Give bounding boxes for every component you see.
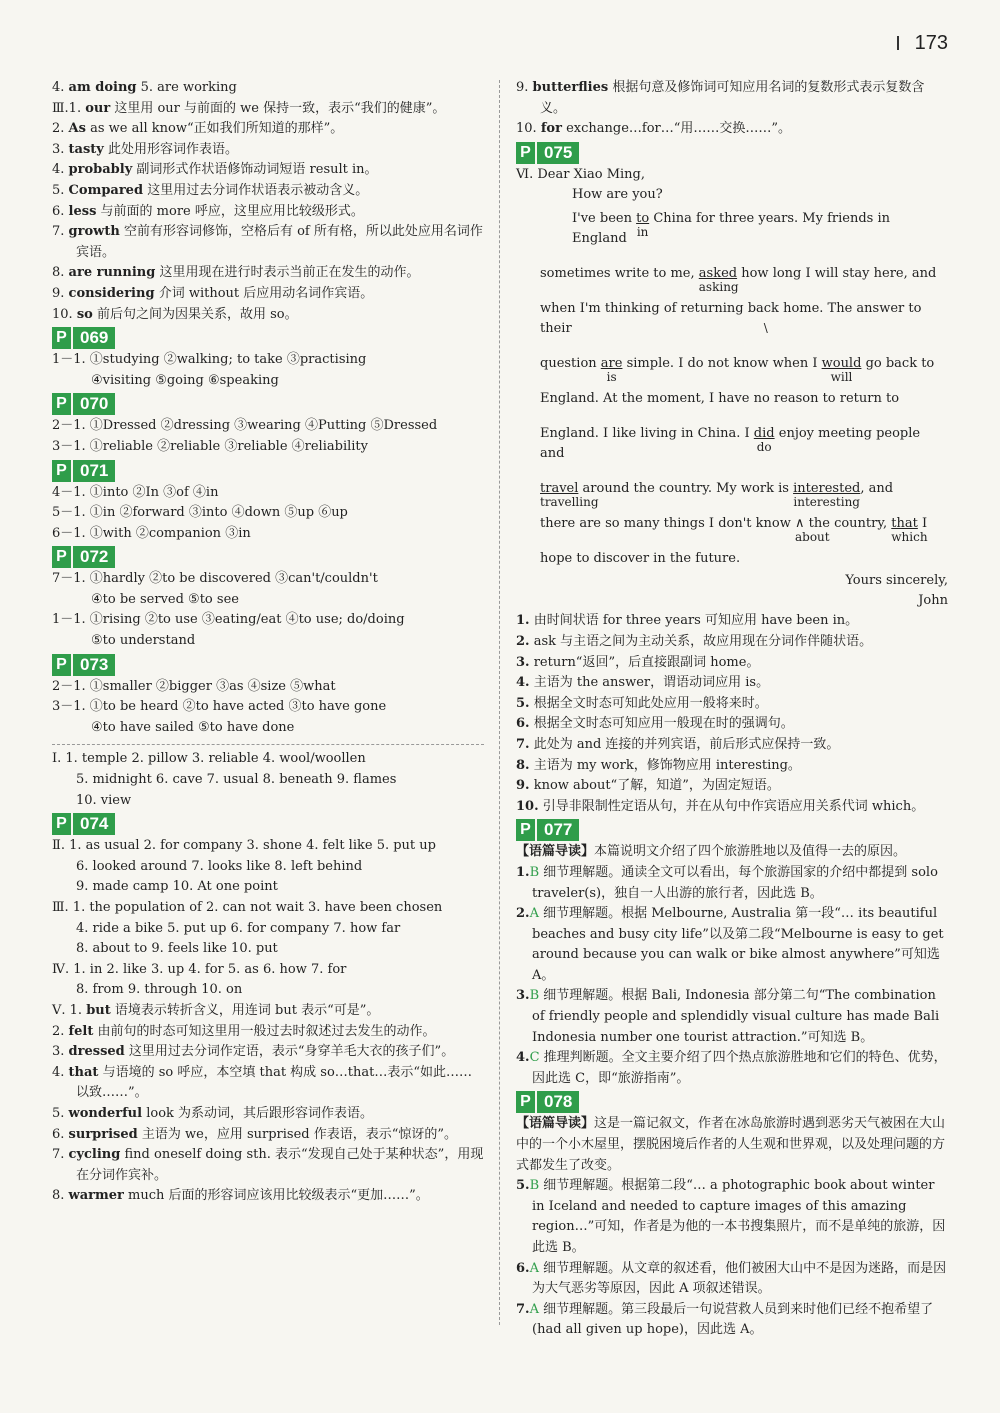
answer-item: 3.B 细节理解题。根据 Bali, Indonesia 部分第二句“The combination of friendly people and splendidly visual culture has made Bali Indonesia number one tourist attraction.”可知选 B。 [516, 988, 940, 1045]
answer-item: 2.A 细节理解题。根据 Melbourne, Australia 第一段“… its beautiful beaches and busy city life”以及第二段“Melbourne is easy to get around because you can walk or bike almost anywhere”可知选 A。 [516, 906, 944, 983]
reading-guide: 【语篇导读】本篇说明文介绍了四个旅游胜地以及值得一去的原因。 [516, 844, 907, 860]
letter-line: question are is simple. I do not know when I would will go back to [540, 356, 935, 385]
answer-item: 6. surprised 主语为 we，应用 surprised 作表语，表示“惊讶的”。 [52, 1126, 458, 1142]
answer-item: 10. so 前后句之间为因果关系，故用 so。 [52, 306, 298, 322]
answer-line: 2－1. ①smaller ②bigger ③as ④size ⑤what [52, 678, 336, 694]
answer-item: 6.A 细节理解题。从文章的叙述看，他们被困大山中不是因为迷路，而是因为大气恶劣等原因，因此 A 项叙述错误。 [516, 1260, 947, 1297]
letter-line: travel travelling around the country. My work is interested interesting , and [540, 481, 894, 510]
answer-block-5 [52, 1001, 484, 1207]
answer-line: 9. made camp 10. At one point [76, 879, 278, 895]
page-badge: P 070 [52, 393, 115, 415]
section-p070 [52, 391, 484, 457]
answer-choice: A [529, 1260, 539, 1276]
answer-item: 7. growth 空前有形容词修饰，空格后有 of 所有格，所以此处应用名词作宾语。 [52, 224, 483, 260]
section-p072 [52, 544, 484, 651]
answer-line: 3－1. ①to be heard ②to have acted ③to have gone [52, 699, 387, 715]
letter [516, 165, 948, 612]
page-badge: P 073 [52, 654, 115, 676]
answer-item: 2. As as we all know“正如我们所知道的那样”。 [52, 121, 344, 137]
letter-line: hope to discover in the future. [540, 551, 741, 567]
explanation-item: 4. 主语为 the answer，谓语动词应用 is。 [516, 675, 770, 691]
answer-choice: B [529, 1178, 540, 1194]
answer-item: 8. warmer much 后面的形容词应该用比较级表示“更加……”。 [52, 1188, 429, 1204]
answer-item: Ⅴ. 1. but 语境表示转折含义，用连词 but 表示“可是”。 [52, 1002, 380, 1018]
correction: that which [891, 516, 928, 545]
answer-item: 5. wonderful look 为系动词，其后跟形容词作表语。 [52, 1105, 374, 1121]
answer-item: 9. considering 介词 without 后应用动名词作宾语。 [52, 285, 374, 301]
answer-item: 1.B 细节理解题。通读全文可以看出，每个旅游国家的介绍中都提到 solo traveler(s)，独自一人出游的旅行者，因此选 B。 [516, 864, 938, 901]
answer-line: Ⅲ. 1. the population of 2. can not wait 3. have been chosen [52, 900, 443, 915]
answer-line: ④to have sailed ⑤to have done [91, 719, 295, 735]
answer-line: 3－1. ①reliable ②reliable ③reliable ④reliability [52, 438, 368, 454]
page-badge: P 069 [52, 327, 115, 349]
answer-item: 5.B 细节理解题。根据第二段“… a photographic book about winter in Iceland and needed to capture images of this amazing region…”可知，作者是为他的一本书搜集照片，而不是单纯的旅游，因此选 B。 [516, 1178, 946, 1255]
left-column [52, 78, 484, 1207]
explanation-item: 1. 由时间状语 for three years 可知应用 have been in。 [516, 613, 859, 629]
letter-line: England. I like living in China. I did do enjoy meeting people and [540, 426, 921, 462]
correction: asked asking [698, 266, 739, 295]
answer-choice: B [529, 988, 540, 1004]
answer-block-1 [52, 78, 484, 325]
answer-item: Ⅲ.1. our 这里用 our 与前面的 we 保持一致，表示“我们的健康”。 [52, 100, 446, 116]
answer-block-top [516, 78, 948, 140]
answer-line: 6. looked around 7. looks like 8. left behind [76, 858, 363, 874]
answer-line: 5－1. ①in ②forward ③into ④down ⑤up ⑥up [52, 505, 348, 521]
answer-item: 6. less 与前面的 more 呼应，这里应用比较级形式。 [52, 203, 364, 219]
answer-line: 8. about to 9. feels like 10. put [76, 941, 278, 957]
section-p074 [52, 811, 484, 1001]
correction: would will [821, 356, 862, 385]
correction: ∧ about [795, 516, 830, 545]
section-p069 [52, 325, 484, 391]
letter-line: How are you? [572, 187, 663, 203]
answer-line: Ⅰ. 1. temple 2. pillow 3. reliable 4. wool/woollen [52, 751, 366, 767]
letter-line: sometimes write to me, asked asking how long I will stay here, and [540, 266, 937, 295]
letter-line: England. At the moment, I have no reason to return to [540, 391, 900, 407]
answer-item: 2. felt 由前句的时态可知这里用一般过去时叙述过去发生的动作。 [52, 1023, 436, 1039]
correction: to in [636, 211, 650, 240]
answer-line: ④to be served ⑤to see [91, 591, 239, 607]
answer-line: 4. ride a bike 5. put up 6. for company 7. how far [76, 920, 401, 936]
column-divider [499, 80, 500, 1325]
letter-signature: John [918, 593, 948, 609]
letter-explanations [516, 611, 948, 817]
answer-line: 5. midnight 6. cave 7. usual 8. beneath 9. flames [76, 772, 397, 788]
dashed-separator [52, 744, 484, 745]
letter-line: I've been to in China for three years. My friends in England [572, 211, 890, 247]
answer-item: 3. dressed 这里用过去分词作定语，表示“身穿羊毛大衣的孩子们”。 [52, 1044, 455, 1060]
answer-line: 6－1. ①with ②companion ③in [52, 525, 251, 541]
answer-line: 2－1. ①Dressed ②dressing ③wearing ④Putting ⑤Dressed [52, 418, 438, 434]
answer-line: 8. from 9. through 10. on [76, 982, 243, 998]
reading-guide: 【语篇导读】这是一篇记叙文，作者在冰岛旅游时遇到恶劣天气被困在大山中的一个小木屋里，摆脱困境后作者的人生观和世界观，以及处理问题的方式都发生了改变。 [516, 1116, 946, 1173]
letter-closing: Yours sincerely, [845, 573, 948, 589]
explanation-item: 8. 主语为 my work，修饰物应用 interesting。 [516, 757, 801, 773]
letter-line: there are so many things I don't know ∧ about the country, that which I [540, 516, 928, 545]
correction: interested interesting [793, 481, 861, 510]
page-badge: P 075 [516, 142, 579, 164]
answer-list-p078 [516, 1176, 948, 1341]
answer-choice: A [529, 906, 539, 922]
page-number: 173 [897, 32, 948, 55]
explanation-item: 7. 此处为 and 连接的并列宾语，前后形式应保持一致。 [516, 736, 840, 752]
page-badge: P 071 [52, 460, 115, 482]
page-badge: P 072 [52, 546, 115, 568]
answer-line: 1－1. ①studying ②walking; to take ③practising [52, 352, 367, 368]
page-badge: P 074 [52, 813, 115, 835]
explanation-item: 6. 根据全文时态可知应用一般现在时的强调句。 [516, 716, 794, 732]
explanation-item: 10. 引导非限制性定语从句，并在从句中作宾语应用关系代词 which。 [516, 798, 925, 814]
answer-item: 3. tasty 此处用形容词作表语。 [52, 141, 239, 157]
answer-item: 4. that 与语境的 so 呼应，本空填 that 构成 so…that…表示“如此……以致……”。 [52, 1064, 473, 1101]
section-p071 [52, 458, 484, 545]
answer-item: 4.C 推理判断题。全文主要介绍了四个热点旅游胜地和它们的特色、优势，因此选 C，即“旅游指南”。 [516, 1050, 947, 1086]
answer-line: Ⅱ. 1. as usual 2. for company 3. shone 4. felt like 5. put up [52, 838, 436, 854]
answer-item: 7. cycling find oneself doing sth. 表示“发现自己处于某种状态”，用现在分词作宾补。 [52, 1147, 484, 1183]
explanation-item: 2. ask 与主语之间为主动关系，故应用现在分词作伴随状语。 [516, 633, 873, 649]
answer-line: ⑤to understand [91, 633, 196, 649]
explanation-item: 3. return“返回”，后直接跟副词 home。 [516, 654, 760, 670]
answer-item: 4. am doing 5. are working [52, 80, 237, 95]
answer-item: 5. Compared 这里用过去分词作状语表示被动含义。 [52, 182, 369, 198]
answer-line: 1－1. ①rising ②to use ③eating/eat ④to use; do/doing [52, 612, 405, 628]
section-p073 [52, 652, 484, 739]
section-label: Ⅵ. [516, 166, 534, 182]
answer-item: 9. butterflies 根据句意及修饰词可知应用名词的复数形式表示复数含义。 [516, 80, 925, 116]
letter-greeting: Dear Xiao Ming, [537, 166, 645, 182]
correction: are is [600, 356, 623, 385]
answer-item: 10. for exchange…for…“用……交换……”。 [516, 121, 792, 137]
answer-item: 7.A 细节理解题。第三段最后一句说营救人员到来时他们已经不抱希望了(had all given up hope)，因此选 A。 [516, 1301, 934, 1338]
letter-line: when I'm thinking of returning ba \ ck home. The answer to their [540, 301, 922, 337]
correction: did do [753, 426, 775, 455]
page-badge: P 077 [516, 819, 579, 841]
page-badge: P 078 [516, 1091, 579, 1113]
section-vocabulary [52, 749, 484, 811]
answer-line: ④visiting ⑤going ⑥speaking [91, 372, 279, 388]
answer-line: 7－1. ①hardly ②to be discovered ③can't/couldn't [52, 571, 378, 587]
answer-line: Ⅳ. 1. in 2. like 3. up 4. for 5. as 6. how 7. for [52, 961, 347, 977]
explanation-item: 5. 根据全文时态可知此处应用一般将来时。 [516, 695, 768, 711]
answer-choice: B [529, 864, 540, 880]
answer-line: 4－1. ①into ②In ③of ④in [52, 484, 219, 500]
right-column [516, 78, 948, 1341]
explanation-item: 9. know about“了解，知道”，为固定短语。 [516, 778, 780, 794]
correction: travel travelling [540, 481, 599, 510]
answer-list-p077 [516, 863, 948, 1090]
answer-choice: A [529, 1301, 539, 1317]
answer-item: 4. probably 副词形式作状语修饰动词短语 result in。 [52, 162, 378, 178]
answer-line: 10. view [76, 792, 132, 808]
answer-item: 8. are running 这里用现在进行时表示当前正在发生的动作。 [52, 265, 420, 281]
answer-choice: C [529, 1050, 540, 1066]
